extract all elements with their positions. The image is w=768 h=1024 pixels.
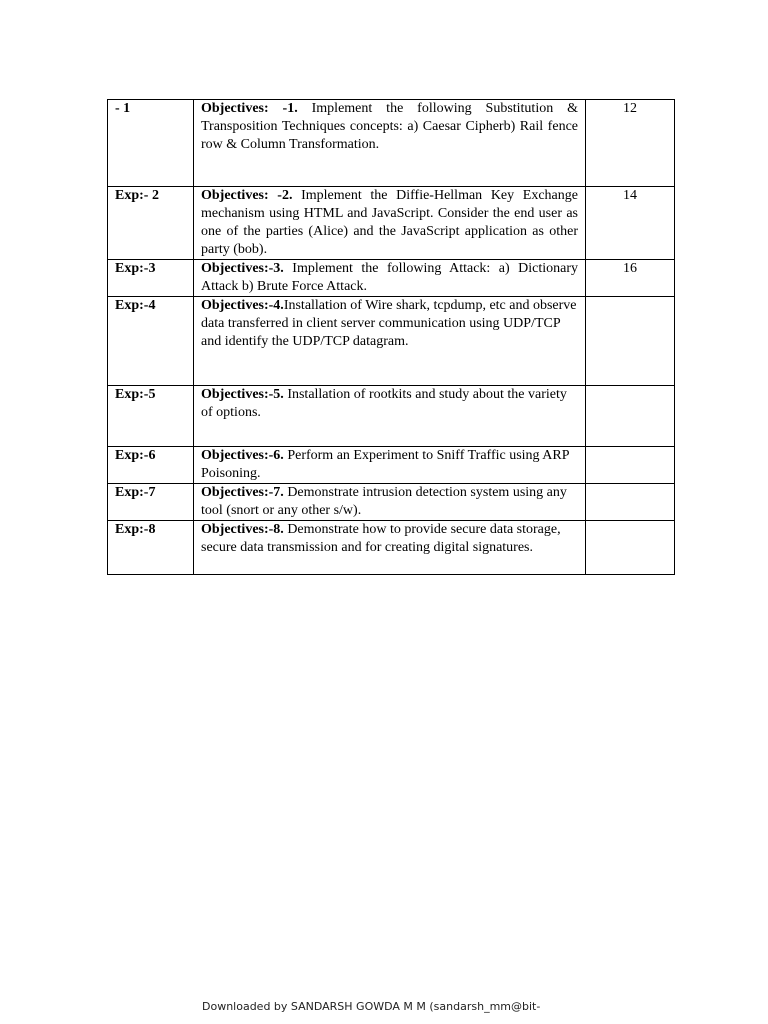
- page-number: 14: [586, 187, 675, 260]
- exp-number: - 1: [108, 100, 194, 187]
- objective-text: Installation of Wire shark, tcpdump, etc and observe data transferred in client server communication using UDP/TCP and identify the UDP/TCP datagram.: [201, 298, 577, 349]
- table-row: [108, 297, 675, 386]
- exp-number: Exp:-8: [108, 521, 194, 575]
- exp-number: Exp:-7: [108, 484, 194, 521]
- objective-cell: [194, 521, 586, 575]
- objective-label: Objectives:-5.: [201, 387, 284, 402]
- table-row: [108, 521, 675, 575]
- page-number: [586, 484, 675, 521]
- objective-cell: [194, 484, 586, 521]
- table-row: [108, 100, 675, 187]
- objective-text: Demonstrate intrusion detection system using any tool (snort or any other s/w).: [201, 485, 567, 518]
- objective-label: Objectives:-7.: [201, 485, 284, 500]
- objective-label: Objectives:-8.: [201, 522, 284, 537]
- exp-number: Exp:-5: [108, 386, 194, 447]
- objective-cell: [194, 260, 586, 297]
- objective-cell: [194, 447, 586, 484]
- objective-text: Perform an Experiment to Sniff Traffic using ARP Poisoning.: [201, 448, 569, 481]
- objective-label: Objectives:-3.: [201, 261, 284, 276]
- table-row: [108, 484, 675, 521]
- exp-number: Exp:-6: [108, 447, 194, 484]
- exp-number: Exp:- 2: [108, 187, 194, 260]
- page-number: 16: [586, 260, 675, 297]
- download-footer: Downloaded by SANDARSH GOWDA M M (sandarsh_mm@bit-: [202, 1000, 541, 1013]
- objective-label: Objectives: -2.: [201, 188, 293, 203]
- exp-number: Exp:-3: [108, 260, 194, 297]
- table-row: [108, 386, 675, 447]
- objective-text: Implement the following Attack: a) Dictionary Attack b) Brute Force Attack.: [201, 261, 578, 294]
- objective-cell: [194, 100, 586, 187]
- objective-text: Implement the Diffie-Hellman Key Exchange mechanism using HTML and JavaScript. Consider the end user as one of the parties (Alice) and the JavaScript application as other party (bob).: [201, 188, 578, 257]
- experiments-table: [107, 99, 675, 575]
- page-number: [586, 521, 675, 575]
- objective-cell: [194, 386, 586, 447]
- exp-number: Exp:-4: [108, 297, 194, 386]
- objective-label: Objectives:-6.: [201, 448, 284, 463]
- table-row: [108, 187, 675, 260]
- table-row: [108, 260, 675, 297]
- page-number: [586, 447, 675, 484]
- objective-text: Installation of rootkits and study about the variety of options.: [201, 387, 567, 420]
- objective-cell: [194, 297, 586, 386]
- objective-text: Demonstrate how to provide secure data storage, secure data transmission and for creating digital signatures.: [201, 522, 561, 555]
- page-number: [586, 297, 675, 386]
- objective-cell: [194, 187, 586, 260]
- objective-text: Implement the following Substitution & Transposition Techniques concepts: a) Caesar Cipherb) Rail fence row & Column Transformation.: [201, 101, 579, 152]
- page-number: 12: [586, 100, 675, 187]
- objective-label: Objectives:-4.: [201, 298, 284, 313]
- page-number: [586, 386, 675, 447]
- objective-label: Objectives: -1.: [201, 101, 298, 116]
- table-row: [108, 447, 675, 484]
